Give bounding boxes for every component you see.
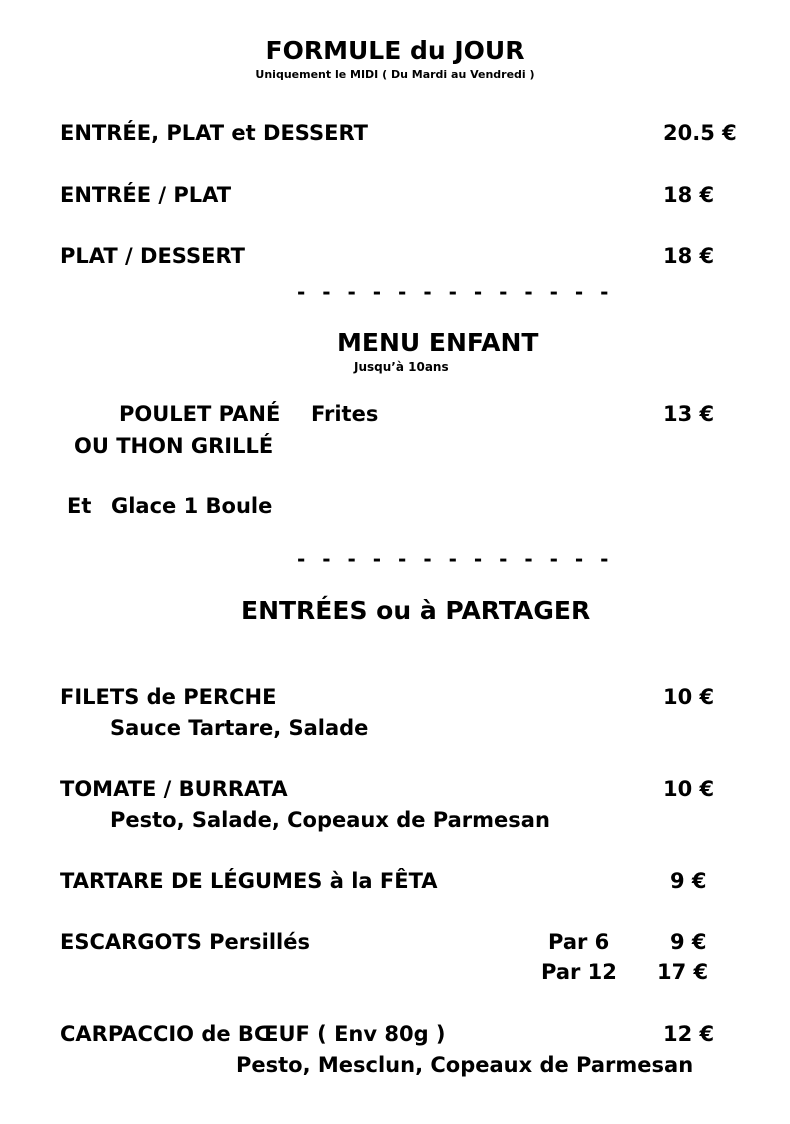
entree-item-price: 10 €	[663, 685, 715, 709]
entrees-title: ENTRÉES ou à PARTAGER	[241, 596, 591, 625]
formule-item-price: 18 €	[663, 244, 715, 268]
entree-item-label: FILETS de PERCHE	[60, 685, 277, 709]
entree-item-label: TARTARE DE LÉGUMES à la FÊTA	[60, 869, 438, 893]
entree-item-qty: Par 12	[541, 960, 617, 984]
formule-item-price: 18 €	[663, 183, 715, 207]
entree-item-price: 10 €	[663, 777, 715, 801]
section-separator: - - - - - - - - - - - - -	[297, 280, 614, 304]
formule-item-label: ENTRÉE / PLAT	[60, 183, 232, 207]
entree-item-qty: Par 6	[548, 930, 610, 954]
formule-title: FORMULE du JOUR	[265, 36, 525, 65]
formule-item-label: ENTRÉE, PLAT et DESSERT	[60, 121, 368, 145]
entree-item-desc: Pesto, Salade, Copeaux de Parmesan	[110, 808, 550, 832]
entree-item-label: ESCARGOTS Persillés	[60, 930, 310, 954]
enfant-subtitle: Jusqu’à 10ans	[354, 360, 449, 374]
enfant-side: Frites	[311, 402, 379, 426]
entree-item-price: 9 €	[670, 869, 707, 893]
enfant-main-line1: POULET PANÉ	[119, 402, 281, 426]
entree-item-price: 9 €	[670, 930, 707, 954]
formule-item-label: PLAT / DESSERT	[60, 244, 245, 268]
entree-item-label: CARPACCIO de BŒUF ( Env 80g )	[60, 1022, 446, 1046]
enfant-dessert-prefix: Et	[67, 494, 92, 518]
enfant-dessert: Glace 1 Boule	[111, 494, 273, 518]
formule-subtitle: Uniquement le MIDI ( Du Mardi au Vendredi )	[255, 68, 535, 81]
section-separator: - - - - - - - - - - - - -	[297, 547, 614, 571]
formule-item-price: 20.5 €	[663, 121, 737, 145]
enfant-price: 13 €	[663, 402, 715, 426]
enfant-title: MENU ENFANT	[337, 328, 539, 357]
entree-item-desc: Pesto, Mesclun, Copeaux de Parmesan	[236, 1053, 694, 1077]
entree-item-desc: Sauce Tartare, Salade	[110, 716, 369, 740]
entree-item-price: 17 €	[657, 960, 709, 984]
entree-item-label: TOMATE / BURRATA	[60, 777, 288, 801]
entree-item-price: 12 €	[663, 1022, 715, 1046]
enfant-main-line2: OU THON GRILLÉ	[74, 434, 274, 458]
